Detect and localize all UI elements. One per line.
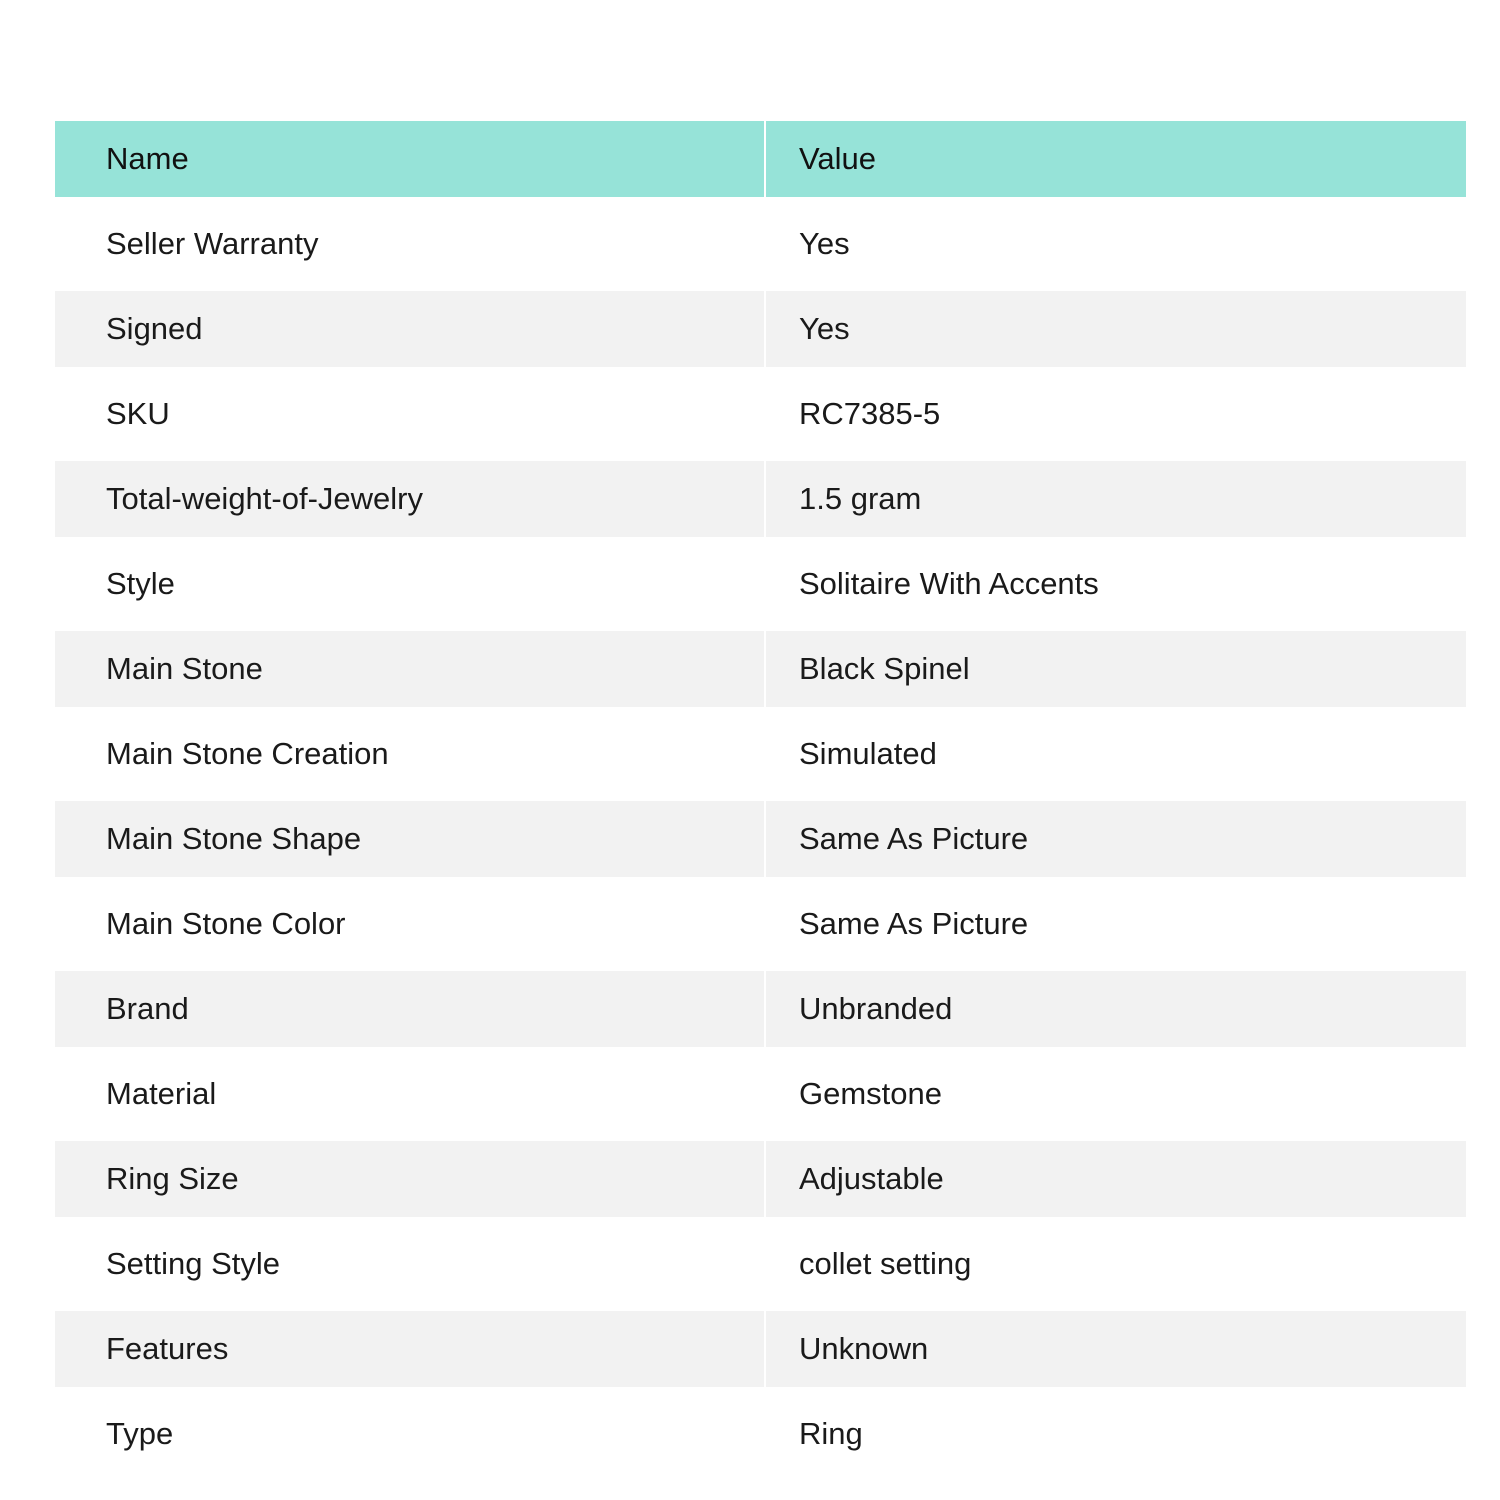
row-name: Brand xyxy=(55,962,766,1047)
row-name: Setting Style xyxy=(55,1217,766,1302)
row-name: SKU xyxy=(55,367,766,452)
row-value: Ring xyxy=(766,1387,1466,1472)
row-value: collet setting xyxy=(766,1217,1466,1302)
header-name: Name xyxy=(55,121,766,197)
row-value: Simulated xyxy=(766,707,1466,792)
table-row xyxy=(55,197,1466,282)
table-body xyxy=(55,197,1466,1472)
row-name: Seller Warranty xyxy=(55,197,766,282)
row-value: Yes xyxy=(766,282,1466,367)
row-value: Gemstone xyxy=(766,1047,1466,1132)
row-value: RC7385-5 xyxy=(766,367,1466,452)
table-row xyxy=(55,1387,1466,1472)
row-name: Main Stone Creation xyxy=(55,707,766,792)
row-value: Adjustable xyxy=(766,1132,1466,1217)
table-row xyxy=(55,1302,1466,1387)
row-value: Yes xyxy=(766,197,1466,282)
table-row xyxy=(55,1132,1466,1217)
row-value: Unknown xyxy=(766,1302,1466,1387)
row-name: Total-weight-of-Jewelry xyxy=(55,452,766,537)
row-name: Style xyxy=(55,537,766,622)
row-name: Main Stone Color xyxy=(55,877,766,962)
table-row xyxy=(55,877,1466,962)
table-row xyxy=(55,962,1466,1047)
table-row xyxy=(55,537,1466,622)
table-header-row xyxy=(55,121,1466,197)
row-value: Same As Picture xyxy=(766,877,1466,962)
table-row xyxy=(55,792,1466,877)
table-row xyxy=(55,1047,1466,1132)
item-specifics-table xyxy=(55,121,1466,1472)
table-row xyxy=(55,367,1466,452)
table-header xyxy=(55,121,1466,197)
row-name: Type xyxy=(55,1387,766,1472)
table-row xyxy=(55,452,1466,537)
table-row xyxy=(55,707,1466,792)
row-name: Material xyxy=(55,1047,766,1132)
row-value: Unbranded xyxy=(766,962,1466,1047)
row-value: Black Spinel xyxy=(766,622,1466,707)
table-row xyxy=(55,1217,1466,1302)
table-row xyxy=(55,622,1466,707)
row-name: Ring Size xyxy=(55,1132,766,1217)
table-row xyxy=(55,282,1466,367)
row-name: Features xyxy=(55,1302,766,1387)
row-value: 1.5 gram xyxy=(766,452,1466,537)
row-name: Main Stone Shape xyxy=(55,792,766,877)
header-value: Value xyxy=(766,121,1466,197)
row-name: Signed xyxy=(55,282,766,367)
row-value: Same As Picture xyxy=(766,792,1466,877)
row-name: Main Stone xyxy=(55,622,766,707)
row-value: Solitaire With Accents xyxy=(766,537,1466,622)
